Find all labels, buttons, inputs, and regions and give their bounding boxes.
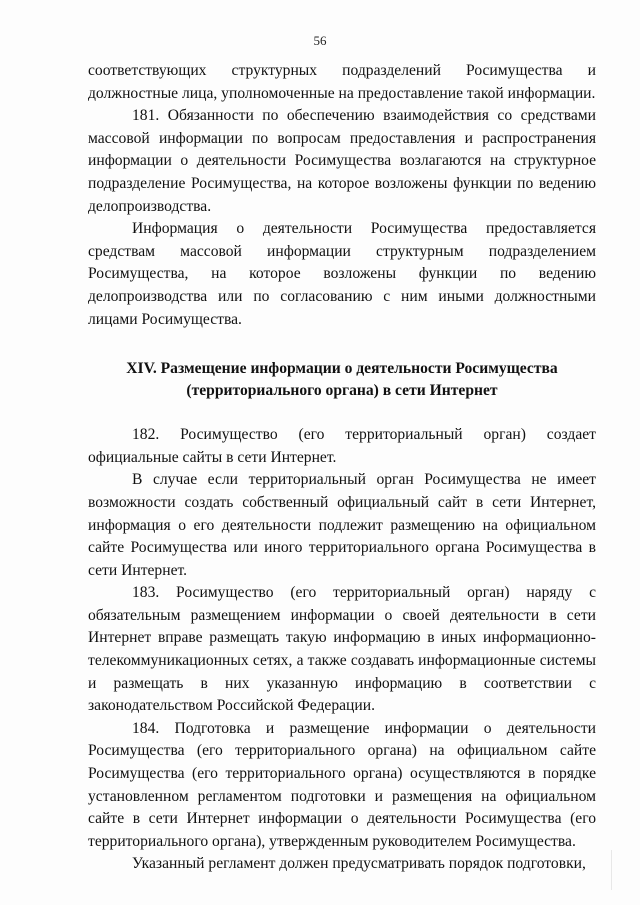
- paragraph-183: 183. Росимущество (его территориальный орган) наряду с обязательным размещением информации о своей деятельности в сети Интернет вправе размещать такую информацию в иных информационно-телекоммуникационных сетях, а также создавать информационные системы и размещать в них указанную информацию в соответствии с законодательством Российской Федерации.: [88, 584, 596, 715]
- section-heading-line-2: (территориального органа) в сети Интернет: [186, 382, 498, 400]
- document-body: [88, 60, 596, 876]
- section-heading: [88, 358, 596, 402]
- paragraph-territorial-case: В случае если территориальный орган Росимущества не имеет возможности создать собственный официальный сайт в сети Интернет, информация о его деятельности подлежит размещению на официальном сайте Росимущества или иного территориального органа Росимущества в сети Интернет.: [88, 471, 596, 579]
- page-number: 56: [313, 33, 327, 48]
- scan-edge-mark: [611, 850, 612, 890]
- paragraph-regulation: Указанный регламент должен предусматривать порядок подготовки,: [132, 855, 586, 873]
- paragraph-media-info: Информация о деятельности Росимущества предоставляется средствам массовой информации структурным подразделением Росимущества, на которое возложены функции по ведению делопроизводства или по согласованию с ним иными должностными лицами Росимущества.: [88, 220, 596, 328]
- paragraph-182: 182. Росимущество (его территориальный орган) создает официальные сайты в сети Интернет.: [88, 426, 596, 466]
- section-heading-line-1: XIV. Размещение информации о деятельности Росимущества: [126, 360, 558, 378]
- paragraph-181: 181. Обязанности по обеспечению взаимодействия со средствами массовой информации по вопросам предоставления и распространения информации о деятельности Росимущества возлагаются на структурное подразделение Росимущества, на которое возложены функции по ведению делопроизводства.: [88, 107, 596, 215]
- paragraph-184: 184. Подготовка и размещение информации о деятельности Росимущества (его территориального органа) на официальном сайте Росимущества (его территориального органа) осуществляются в порядке установленном регламентом подготовки и размещения на официальном сайте в сети Интернет информации о деятельности Росимущества (его территориального органа), утвержденным руководителем Росимущества.: [88, 719, 596, 850]
- paragraph-continuation: соответствующих структурных подразделений Росимущества и должностные лица, уполномоченные на предоставление такой информации.: [88, 62, 596, 102]
